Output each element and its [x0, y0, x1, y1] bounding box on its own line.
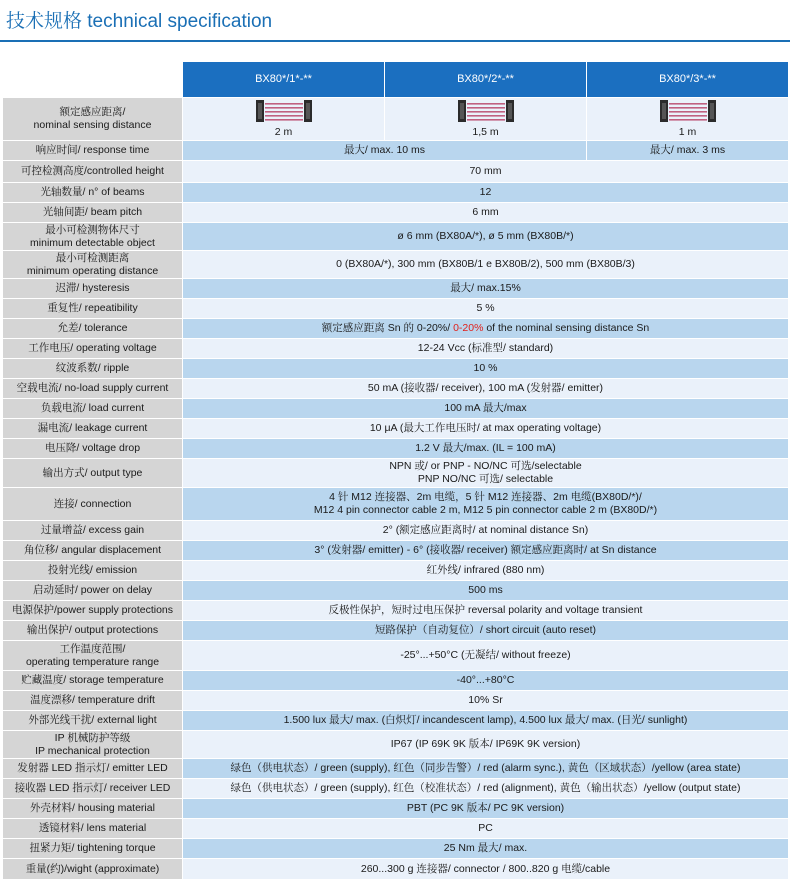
spec-label: [3, 279, 183, 299]
spec-label: [3, 731, 183, 759]
spec-value-text: 12: [479, 186, 492, 198]
spec-row: [3, 488, 789, 521]
spec-label-text: 过量增益/ excess gain: [40, 524, 145, 536]
spec-label-text: 最小可检测物体尺寸 minimum detectable object: [30, 223, 155, 249]
spec-value: [183, 439, 789, 459]
spec-value: [183, 561, 789, 581]
spec-value-text: 1 m: [678, 125, 697, 138]
spec-value-text: 500 ms: [468, 584, 503, 596]
spec-value-text: 260...300 g 连接器/ connector / 800..820 g 电缆/cable: [360, 862, 611, 875]
spec-value: [183, 641, 789, 671]
spec-row: [3, 251, 789, 279]
spec-row: [3, 541, 789, 561]
spec-label-text: 响应时间/ response time: [35, 144, 150, 156]
spec-label-text: 最小可检测距离 minimum operating distance: [26, 251, 159, 277]
spec-value-text: 最大/ max.15%: [450, 282, 521, 294]
spec-label-text: 电源保护/power supply protections: [11, 604, 174, 616]
spec-label: [3, 691, 183, 711]
spec-label-text: 贮藏温度/ storage temperature: [21, 674, 164, 686]
spec-row: [3, 439, 789, 459]
spec-label: [3, 859, 183, 880]
spec-label: [3, 379, 183, 399]
spec-value-text: 绿色（供电状态）/ green (supply), 红色（同步告警）/ red (alarm sync.), 黄色（区域状态）/yellow (area state): [230, 762, 741, 774]
spec-label: [3, 641, 183, 671]
tolerance-after: of the nominal sensing distance Sn: [483, 322, 650, 334]
spec-value-text: 最大/ max. 10 ms: [343, 144, 426, 156]
spec-label-text: 输出保护/ output protections: [26, 624, 159, 636]
spec-label: [3, 671, 183, 691]
spec-label: [3, 141, 183, 161]
spec-label-text: 可控检测高度/controlled height: [21, 165, 164, 177]
spec-value: [183, 819, 789, 839]
model-header-2: BX80*/2*-**: [385, 62, 587, 98]
spec-row: [3, 299, 789, 319]
spec-label: [3, 521, 183, 541]
spec-label-text: 重量(约)/wight (approximate): [25, 862, 160, 875]
spec-value: [183, 759, 789, 779]
spec-label: [3, 161, 183, 183]
spec-value-text: 1,5 m: [472, 125, 499, 138]
spec-row: [3, 459, 789, 488]
spec-value: [183, 399, 789, 419]
spec-row: [3, 561, 789, 581]
spec-label: [3, 319, 183, 339]
spec-row: [3, 339, 789, 359]
tolerance-before: 额定感应距离 Sn 的 0-20%/: [321, 322, 454, 334]
spec-label-text: 工作温度范围/ operating temperature range: [25, 642, 160, 668]
spec-value: [183, 141, 587, 161]
spec-value-text: 25 Nm 最大/ max.: [443, 842, 528, 854]
spec-value: [183, 671, 789, 691]
spec-value: [183, 859, 789, 880]
spec-value: [183, 279, 789, 299]
spec-row: [3, 581, 789, 601]
spec-label: [3, 779, 183, 799]
spec-value-text: 100 mA 最大/max: [444, 402, 527, 414]
spec-value: [183, 799, 789, 819]
spec-row: [3, 779, 789, 799]
title-divider: [0, 40, 790, 42]
spec-label-text: IP 机械防护等级 IP mechanical protection: [35, 731, 150, 757]
spec-value-text: 绿色（供电状态）/ green (supply), 红色（校准状态）/ red (alignment), 黄色（输出状态）/yellow (output state): [230, 782, 741, 794]
spec-label-text: 投射光线/ emission: [47, 564, 138, 576]
spec-label-text: 外壳材料/ housing material: [30, 802, 155, 814]
spec-row: [3, 671, 789, 691]
spec-value-text: 2° (额定感应距离时/ at nominal distance Sn): [382, 524, 589, 536]
spec-label: [3, 488, 183, 521]
spec-label-text: 温度漂移/ temperature drift: [30, 694, 155, 706]
spec-row: [3, 839, 789, 859]
spec-value: [183, 459, 789, 488]
spec-value-text: IP67 (IP 69K 9K 版本/ IP69K 9K version): [390, 738, 581, 750]
spec-value-text: PC: [478, 822, 493, 834]
spec-row: [3, 799, 789, 819]
spec-row: [3, 399, 789, 419]
model-header-1: BX80*/1*-**: [183, 62, 385, 98]
spec-label-text: 扭紧力矩/ tightening torque: [29, 842, 156, 854]
spec-label: [3, 759, 183, 779]
spec-value: [587, 141, 789, 161]
spec-label-text: 接收器 LED 指示灯/ receiver LED: [14, 782, 171, 794]
spec-row: [3, 161, 789, 183]
spec-value-text: ø 6 mm (BX80A/*), ø 5 mm (BX80B/*): [397, 230, 574, 242]
spec-label-text: 允差/ tolerance: [57, 322, 128, 334]
spec-value-text: 1.2 V 最大/max. (IL = 100 mA): [415, 442, 556, 454]
spec-value-text: 6 mm: [472, 206, 499, 218]
spec-row: [3, 819, 789, 839]
spec-label: [3, 621, 183, 641]
spec-row: [3, 859, 789, 880]
spec-value: [183, 359, 789, 379]
spec-label-text: 纹波系数/ ripple: [55, 362, 130, 374]
spec-label-text: 工作电压/ operating voltage: [28, 342, 157, 354]
spec-label: [3, 581, 183, 601]
tolerance-red: 0-20%: [453, 322, 484, 334]
spec-row: [3, 419, 789, 439]
spec-value: [183, 601, 789, 621]
spec-label: [3, 561, 183, 581]
spec-label: [3, 711, 183, 731]
spec-value-text: 5 %: [476, 302, 495, 314]
spec-label: [3, 183, 183, 203]
spec-value-text: 10 μA (最大工作电压时/ at max operating voltage): [369, 422, 602, 434]
spec-label-text: 透镜材料/ lens material: [38, 822, 147, 834]
spec-value: [183, 779, 789, 799]
spec-value-text: 1.500 lux 最大/ max. (白炽灯/ incandescent lamp), 4.500 lux 最大/ max. (日光/ sunlight): [283, 714, 688, 726]
spec-label: [3, 339, 183, 359]
spec-value-text: 红外线/ infrared (880 nm): [426, 564, 545, 576]
spec-label-text: 负载电流/ load current: [40, 402, 145, 414]
spec-label: [3, 359, 183, 379]
spec-value-text: 12-24 Vcc (标准型/ standard): [417, 342, 554, 354]
spec-value: [183, 98, 385, 141]
light-curtain-sensor-icon: [660, 100, 716, 122]
spec-label-text: 光轴间距/ beam pitch: [42, 206, 143, 218]
spec-row: [3, 641, 789, 671]
spec-label: [3, 819, 183, 839]
spec-row: [3, 279, 789, 299]
spec-value-text: NPN 或/ or PNP - NO/NC 可选/selectable PNP NO/NC 可选/ selectable: [389, 460, 582, 485]
light-curtain-sensor-icon: [256, 100, 312, 122]
spec-label-text: 额定感应距离/ nominal sensing distance: [33, 106, 152, 131]
spec-row: [3, 601, 789, 621]
spec-value-text: 最大/ max. 3 ms: [649, 144, 726, 156]
spec-label-text: 光轴数量/ n° of beams: [40, 186, 145, 198]
spec-label: [3, 439, 183, 459]
spec-value-text: 4 针 M12 连接器、2m 电缆，5 针 M12 连接器、2m 电缆(BX80D/*)/ M12 4 pin connector cable 2 m, M12 5 pin connector cable 2 m (BX80D/*): [313, 491, 658, 516]
spec-value-text: -25°...+50°C (无凝结/ without freeze): [400, 649, 571, 661]
spec-value: [587, 98, 789, 141]
spec-value: [183, 419, 789, 439]
spec-label: [3, 251, 183, 279]
spec-value: [183, 251, 789, 279]
spec-value: [183, 691, 789, 711]
spec-value: [183, 488, 789, 521]
spec-value: [183, 319, 789, 339]
spec-value: [183, 521, 789, 541]
spec-value: [183, 541, 789, 561]
spec-label: [3, 799, 183, 819]
spec-label: [3, 223, 183, 251]
spec-value: [183, 581, 789, 601]
spec-value: [385, 98, 587, 141]
spec-value-text: 10% Sr: [468, 694, 503, 706]
spec-label-text: 角位移/ angular displacement: [23, 544, 162, 556]
spec-row: [3, 141, 789, 161]
spec-value: [183, 711, 789, 731]
spec-label-text: 连接/ connection: [53, 497, 132, 510]
spec-row: [3, 759, 789, 779]
spec-value: [183, 161, 789, 183]
spec-label: [3, 419, 183, 439]
spec-label: [3, 601, 183, 621]
spec-label-text: 输出方式/ output type: [42, 466, 143, 479]
spec-value: [183, 339, 789, 359]
header-blank-cell: [3, 62, 183, 98]
spec-value-text: 50 mA (接收器/ receiver), 100 mA (发射器/ emitter): [367, 382, 604, 394]
spec-row: [3, 223, 789, 251]
spec-value: [183, 299, 789, 319]
spec-value-text: 10 %: [473, 362, 498, 374]
spec-table: [2, 61, 789, 880]
spec-value-text: 3° (发射器/ emitter) - 6° (接收器/ receiver) 额定感应距离时/ at Sn distance: [314, 544, 657, 556]
spec-value-text: 2 m: [274, 125, 293, 138]
spec-row: [3, 359, 789, 379]
spec-label-text: 发射器 LED 指示灯/ emitter LED: [17, 762, 168, 774]
spec-label: [3, 459, 183, 488]
spec-value: [183, 621, 789, 641]
spec-row: [3, 711, 789, 731]
spec-value-text: 反极性保护，短时过电压保护 reversal polarity and voltage transient: [328, 604, 643, 616]
spec-label: [3, 399, 183, 419]
spec-row: [3, 319, 789, 339]
spec-value-text: 70 mm: [469, 165, 502, 177]
spec-label: [3, 98, 183, 141]
model-header-3: BX80*/3*-**: [587, 62, 789, 98]
spec-row: [3, 98, 789, 141]
spec-label-text: 启动延时/ power on delay: [32, 584, 153, 596]
table-header-row: [3, 62, 789, 98]
spec-row: [3, 203, 789, 223]
spec-value-text: PBT (PC 9K 版本/ PC 9K version): [406, 802, 565, 814]
spec-row: [3, 379, 789, 399]
spec-label: [3, 299, 183, 319]
spec-label: [3, 541, 183, 561]
spec-value-text: 0 (BX80A/*), 300 mm (BX80B/1 e BX80B/2), 500 mm (BX80B/3): [336, 258, 635, 270]
light-curtain-sensor-icon: [458, 100, 514, 122]
spec-label-text: 电压降/ voltage drop: [44, 442, 141, 454]
spec-value-text: -40°...+80°C: [456, 674, 515, 686]
spec-row: [3, 691, 789, 711]
spec-row: [3, 621, 789, 641]
spec-label-text: 重复性/ repeatibility: [47, 302, 138, 314]
page-title: 技术规格 technical specification: [6, 11, 273, 32]
spec-row: [3, 521, 789, 541]
spec-value: [183, 203, 789, 223]
spec-value: [183, 223, 789, 251]
spec-value: [183, 183, 789, 203]
spec-label-text: 迟滞/ hysteresis: [55, 282, 130, 294]
spec-row: [3, 731, 789, 759]
spec-label-text: 空载电流/ no-load supply current: [16, 382, 169, 394]
spec-label: [3, 839, 183, 859]
spec-value: [183, 379, 789, 399]
spec-label: [3, 203, 183, 223]
spec-label-text: 漏电流/ leakage current: [37, 422, 148, 434]
spec-value: [183, 731, 789, 759]
spec-row: [3, 183, 789, 203]
spec-label-text: 外部光线干扰/ external light: [28, 714, 157, 726]
spec-value-text: 短路保护（自动复位）/ short circuit (auto reset): [374, 624, 597, 636]
spec-value: [183, 839, 789, 859]
